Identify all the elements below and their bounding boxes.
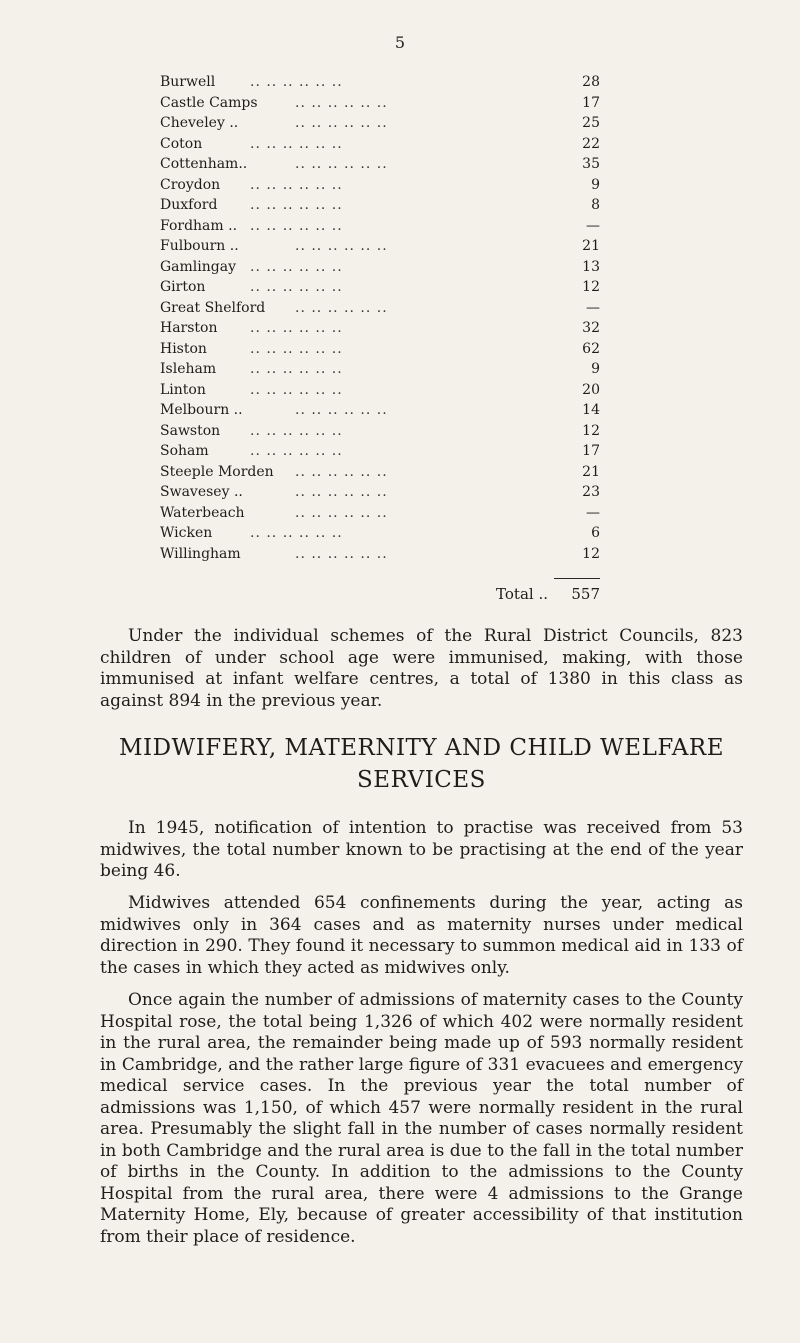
total-row	[160, 585, 600, 607]
place-name: Fulbourn ..	[160, 238, 239, 254]
leader-dots: .. .. .. .. .. ..	[250, 525, 343, 541]
leader-dots: .. .. .. .. .. ..	[250, 135, 343, 152]
place-value: —	[586, 299, 600, 316]
place-value: 14	[582, 402, 600, 418]
leader-dots: .. .. .. .. .. ..	[250, 340, 343, 357]
place-value: 23	[582, 484, 600, 500]
leader-dots: .. .. .. .. .. ..	[295, 115, 388, 131]
leader-dots: .. .. .. .. .. ..	[250, 217, 343, 234]
place-name: Great Shelford	[160, 299, 266, 316]
place-value: 22	[582, 135, 600, 152]
place-name: Castle Camps	[160, 94, 258, 111]
place-name: Cheveley ..	[160, 115, 239, 131]
place-name: Waterbeach	[160, 504, 245, 521]
place-name: Melbourn ..	[160, 402, 243, 418]
place-value: 62	[582, 340, 600, 357]
table-row	[160, 339, 600, 360]
table-row	[160, 93, 600, 114]
place-value: 21	[582, 463, 600, 480]
total-rule	[554, 578, 600, 579]
table-row	[160, 257, 600, 278]
place-value: 9	[591, 361, 600, 377]
table-row	[160, 421, 600, 442]
place-name: Soham	[160, 443, 209, 459]
table-row	[160, 236, 600, 257]
place-value: 13	[582, 258, 600, 275]
place-name: Croydon	[160, 176, 221, 193]
table-row	[160, 482, 600, 503]
place-value: 21	[582, 238, 600, 254]
leader-dots: .. .. .. .. .. ..	[295, 238, 388, 254]
table-row	[160, 380, 600, 401]
table-row	[160, 175, 600, 196]
table-row	[160, 462, 600, 483]
table-row	[160, 523, 600, 544]
leader-dots: .. .. .. .. .. ..	[295, 402, 388, 418]
leader-dots: .. .. .. .. .. ..	[250, 443, 343, 459]
place-value: 17	[582, 443, 600, 459]
table-row	[160, 503, 600, 524]
leader-dots: .. .. .. .. .. ..	[250, 381, 343, 398]
table-row	[160, 318, 600, 339]
leader-dots: .. .. .. .. .. ..	[295, 545, 388, 562]
place-name: Wicken	[160, 525, 213, 541]
leader-dots: .. .. .. .. .. ..	[295, 94, 388, 111]
leader-dots: .. .. .. .. .. ..	[250, 74, 343, 90]
place-value: —	[586, 217, 600, 234]
place-value: 9	[591, 176, 600, 193]
place-name: Steeple Morden	[160, 463, 274, 480]
table-row	[160, 359, 600, 380]
place-name: Cottenham..	[160, 156, 248, 172]
total-label: Total ..	[496, 585, 548, 603]
table-row	[160, 134, 600, 155]
leader-dots: .. .. .. .. .. ..	[250, 320, 343, 336]
place-name: Girton	[160, 279, 206, 295]
leader-dots: .. .. .. .. .. ..	[295, 484, 388, 500]
place-value: 12	[582, 279, 600, 295]
notification-paragraph: In 1945, notification of intention to practise was received from 53 midwives, the total number known to be practising at the end of the year being 46.	[100, 818, 743, 881]
place-name: Harston	[160, 320, 218, 336]
section-heading: MIDWIFERY, MATERNITY AND CHILD WELFARE SERVICES	[118, 735, 725, 793]
table-row	[160, 400, 600, 421]
table-row	[160, 113, 600, 134]
table-row	[160, 441, 600, 462]
table-row	[160, 195, 600, 216]
leader-dots: .. .. .. .. .. ..	[250, 258, 343, 275]
place-value: 12	[582, 422, 600, 439]
place-name: Linton	[160, 381, 206, 398]
leader-dots: .. .. .. .. .. ..	[295, 463, 388, 480]
place-value: 32	[582, 320, 600, 336]
place-name: Willingham	[160, 545, 241, 562]
place-value: 20	[582, 381, 600, 398]
admissions-paragraph: Once again the number of admissions of maternity cases to the County Hospital rose, the total being 1,326 of which 402 were normally resident in the rural area, the remainder being made up of 593 normally resident in Cambridge, and the rather large figure of 331 evacuees and emergency medical service cases. In the previous year the total number of admissions was 1,150, of which 457 were normally resident in the rural area. Presumably the slight fall in the number of cases normally resident in both Cambridge and the rural area is due to the fall in the total number of births in the County. In addition to the admissions to the County Hospital from the rural area, there were 4 admissions to the Grange Maternity Home, Ely, because of greater accessibility of that institution from their place of residence.	[100, 990, 743, 1247]
place-name: Sawston	[160, 422, 221, 439]
table-row	[160, 72, 600, 93]
table-row	[160, 544, 600, 565]
leader-dots: .. .. .. .. .. ..	[250, 361, 343, 377]
place-value: 28	[582, 74, 600, 90]
place-value: —	[586, 504, 600, 521]
leader-dots: .. .. .. .. .. ..	[250, 176, 343, 193]
table-row	[160, 277, 600, 298]
place-value: 17	[582, 94, 600, 111]
leader-dots: .. .. .. .. .. ..	[295, 156, 388, 172]
leader-dots: .. .. .. .. .. ..	[250, 279, 343, 295]
table-row	[160, 298, 600, 319]
place-value: 8	[591, 197, 600, 213]
table-row	[160, 216, 600, 237]
leader-dots: .. .. .. .. .. ..	[250, 422, 343, 439]
place-value: 6	[591, 525, 600, 541]
place-name: Duxford	[160, 197, 218, 213]
place-name: Gamlingay	[160, 258, 236, 275]
parish-table	[160, 72, 600, 564]
place-name: Coton	[160, 135, 203, 152]
place-value: 12	[582, 545, 600, 562]
place-name: Burwell	[160, 74, 216, 90]
page-number: 5	[394, 33, 406, 52]
place-name: Fordham ..	[160, 217, 238, 234]
place-value: 25	[582, 115, 600, 131]
place-value: 35	[582, 156, 600, 172]
leader-dots: .. .. .. .. .. ..	[250, 197, 343, 213]
table-row	[160, 154, 600, 175]
leader-dots: .. .. .. .. .. ..	[295, 299, 388, 316]
place-name: Swavesey ..	[160, 484, 243, 500]
place-name: Isleham	[160, 361, 217, 377]
immunisation-paragraph: Under the individual schemes of the Rural District Councils, 823 children of under school age were immunised, making, with those immunised at infant welfare centres, a total of 1380 in this class as against 894 in the previous year.	[100, 626, 743, 711]
confinements-paragraph: Midwives attended 654 confinements during the year, acting as midwives only in 364 cases and as maternity nurses under medical direction in 290. They found it necessary to summon medical aid in 133 of the cases in which they acted as midwives only.	[100, 893, 743, 978]
total-value: 557	[571, 585, 600, 603]
leader-dots: .. .. .. .. .. ..	[295, 504, 388, 521]
place-name: Histon	[160, 340, 207, 357]
